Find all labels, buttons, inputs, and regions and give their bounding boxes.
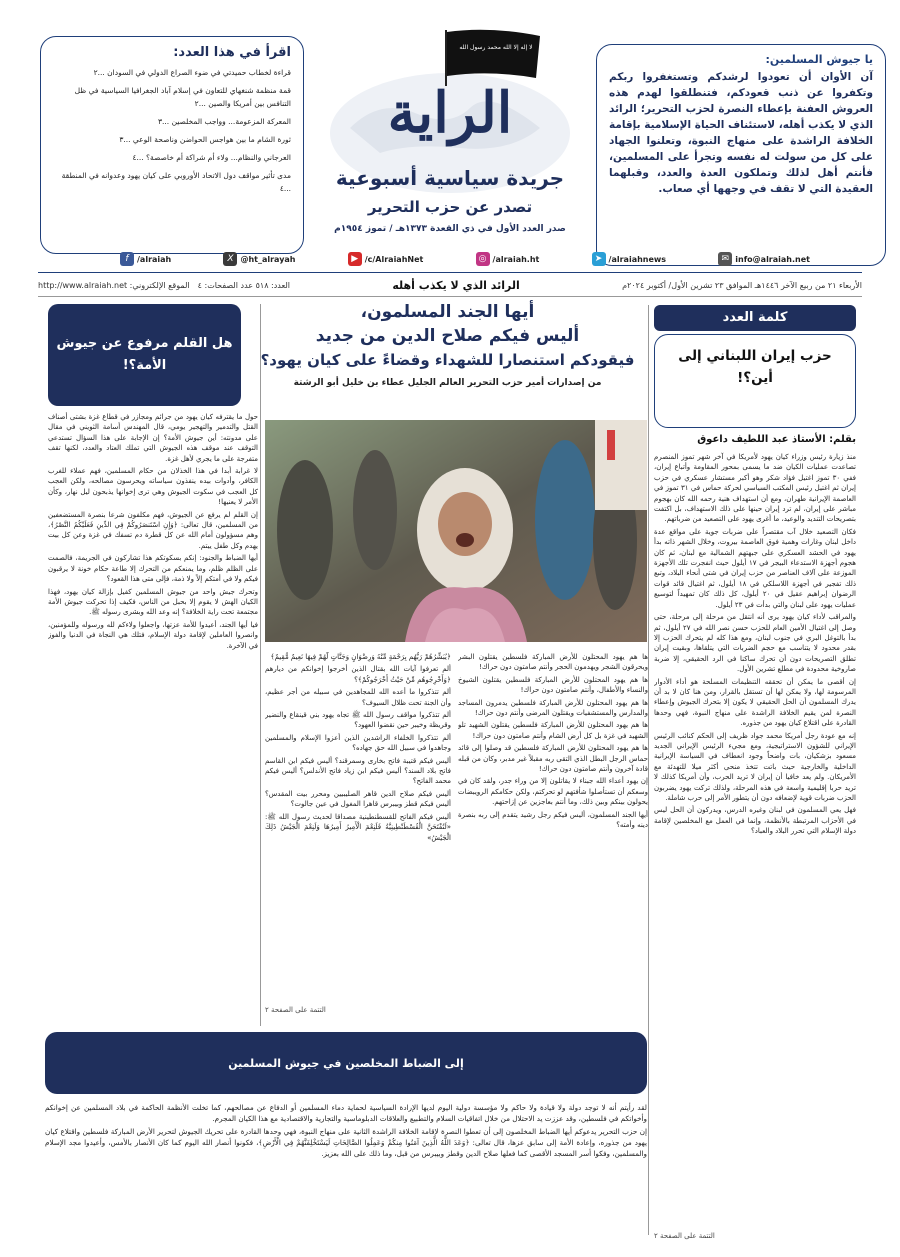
side-article-title-box bbox=[48, 304, 241, 406]
lead-headline-1: أيها الجند المسلمون، bbox=[360, 302, 535, 322]
paragraph: منذ زيارة رئيس وزراء كيان يهود لأمريكا في آخر شهر تموز المنصرم تصاعدت عمليات الكيان ضد ما يسمى بمحور المقاومة وأتباع إيران، ففي ٣٠ تموز اغتيل فؤاد شكر وهو أكبر مستشار عسكري في حزب إيران ثم اغتيل رئيس المكتب السياسي لحركة حماس في ٣١ تموز في العاصمة الإيرانية طهران، ومع أن استهداف هنية رحمه الله كان بهجوم مباشر على إيران، لم ترد إيران حينها على ذلك الاستهداف، بل اكتفت بتصريحات التنديد والوعيد، ما أغرى يهود على التصعيد من ضرباتهم. bbox=[654, 453, 856, 524]
email-icon: ✉ bbox=[718, 252, 732, 266]
paragraph: أليس فيكم قتيبة فاتح بخارى وسمرقند؟ أليس فيكم ابن القاسم فاتح بلاد السند؟ أليس فيكم ابن زياد فاتح الأندلس؟ أليس فيكم محمد الفاتح؟ bbox=[265, 756, 451, 786]
paragraph: أليس فيكم الفاتح للقسطنطينية مصداقا لحديث رسول الله ﷺ: «لَتُفْتَحَنَّ الْقُسْطَنْطِينِيَّةُ فَلَنِعْمَ الْأَمِيرُ أَمِيرُهَا وَلَنِعْمَ الْجَيْشُ ذَلِكَ الْجَيْشُ» bbox=[265, 812, 451, 842]
paragraph: إن القلم لم يرفع عن الجيوش، فهم مكلفون شرعا بنصرة المستضعفين من المسلمين، قال تعالى: ﴿وَإِنِ اسْتَنصَرُوكُمْ فِي الدِّينِ فَعَلَيْكُمُ النَّصْرُ﴾، وهم مسؤولون أمام الله عن كل قطرة دم تسفك في غزة وعن كل بيت يهدم وكل طفل ييتم. bbox=[48, 510, 258, 550]
telegram-icon: ➤ bbox=[592, 252, 606, 266]
lead-column-a bbox=[458, 652, 648, 1022]
paragraph: ألم تتذكروا مواقف رسول الله ﷺ تجاه يهود بني قينقاع والنضير وقريظة وخيبر حين نقضوا العهود؟ bbox=[265, 711, 451, 730]
masthead-logo bbox=[320, 18, 580, 254]
editorial-author: بقلم: الأستاذ عبد اللطيف داعوق bbox=[697, 434, 856, 445]
lead-byline: من إصدارات أمير حزب التحرير العالم الجليل عطاء بن خليل أبو الرشتة bbox=[293, 378, 602, 388]
paragraph: ها هم يهود المحتلون للأرض المباركة فلسطين يدمرون المساجد والمدارس والمستشفيات ويقتلون المرضى وأنتم دون حراك! bbox=[458, 698, 648, 718]
editorial-footnote: التتمة على الصفحة ٢ bbox=[654, 1232, 715, 1240]
toc-list bbox=[53, 66, 291, 195]
paragraph: أليس فيكم صلاح الدين قاهر الصليبيين ومحرر بيت المقدس؟ أليس فيكم قطز وبيبرس قاهرا المغول في عين جالوت؟ bbox=[265, 789, 451, 809]
issue-number: العدد: ٥١٨ عدد الصفحات: ٤ bbox=[197, 280, 291, 290]
call-box-body: آن الأوان أن تعودوا لرشدكم وتستغفروا ربكم وتكفروا عن ذنب قعودكم، فتنطلقوا لهدم هذه العروش العفنة بإعطاء النصرة لحزب التحرير؛ الرائد الذي لا يكذب أهله، لاستئناف الحياة الإسلامية بإقامة الخلافة الراشدة على منهاج النبوة، وتعلنوا الجهاد على كل من سولت له نفسه وتجرأ على المسلمين، فأنتم أهل لذلك وتملكون العدة والعدد، وقبلهما العقيدة التي لا تقف في وجهها أي صعاب. bbox=[609, 71, 873, 195]
lead-headline-block bbox=[250, 300, 645, 388]
editorial-section-label: كلمة العدد bbox=[654, 305, 856, 331]
telegram-link[interactable]: ➤ /alraiahnews bbox=[592, 250, 667, 268]
paragraph: ألم تعرفوا آيات الله بقتال الذين أخرجوا إخوانكم من ديارهم ﴿وَأَخْرِجُوهُم مِّنْ حَيْثُ أَخْرَجُوكُمْ﴾؟ bbox=[265, 665, 451, 684]
side-article-title: هل القلم مرفوع عن جيوش الأمة؟! bbox=[56, 336, 233, 373]
twitter-link[interactable]: X @ht_alrayah bbox=[223, 250, 295, 268]
paragraph: والمراقب لأداء كيان يهود يرى أنه انتقل من مرحلة إلى مرحلة، حتى وصل إلى اغتيال الأمين العام للحزب حسن نصر الله في ٢٧ أيلول، ثم بدأ بالتوغل البري في جنوب لبنان، ومع هذا كله لم يتحرك الحزب إلا بقدر محدود لا يتناسب مع حجم الضربات التي يتلقاها، وبقيت إيران تطلق التصريحات دون أن تحرك ساكنا في الرد الحقيقي، إلا ضربة صاروخية محدودة في مطلع تشرين الأول. bbox=[654, 613, 856, 674]
toc-item[interactable]: مدى تأثير مواقف دول الاتحاد الأوروبي على كيان يهود وعدوانه في المنطقة ...٤ bbox=[61, 171, 291, 193]
website-link[interactable]: الموقع الإلكتروني: http://www.alraiah.net bbox=[38, 280, 190, 290]
paragraph: وتحرك جيش واحد من جيوش المسلمين كفيل بإزالة كيان يهود، فهذا الكيان الهش لا يقوم إلا بحبل من الناس، فكيف إذا تحركت جيوش الأمة مجتمعة تحت راية الخلافة؟ إنه وعد الله وبشرى رسوله ﷺ. bbox=[48, 587, 258, 617]
issue-date: الأربعاء ٢١ من ربيع الآخر ١٤٤٦هـ الموافق ٢٣ تشرين الأول/ أكتوبر ٢٠٢٤م bbox=[622, 280, 862, 290]
editorial-headline: حزب إيران اللبناني إلى أين؟! bbox=[678, 348, 832, 386]
editorial-headline-box bbox=[654, 334, 856, 428]
slogan: الرائد الذي لا يكذب أهله bbox=[392, 278, 520, 292]
facebook-icon: f bbox=[120, 252, 134, 266]
paragraph: فهل يعي المسلمون في لبنان وغيره الدرس، ويدركون أن الحل ليس في الأحزاب المرتبطة بالأنظمة، وإنما في العمل مع المخلصين لإقامة دولة الإسلام التي تحرر البلاد والعباد؟ bbox=[654, 806, 856, 836]
newspaper-name: الراية bbox=[387, 80, 513, 146]
paragraph: حول ما يقترفه كيان يهود من جرائم ومجازر في قطاع غزة بشتى أصناف القتل والتدمير والتهجير يومي، قال المهندس أسامة الثويني في مقال على مدونته: أين جيوش الأمة؟ إن الإجابة على هذا السؤال تستدعي التوقف عند موقف هذه الجيوش التي تملك العتاد والعدد، لكنها تقف متفرجة على ما يجري لأهل غزة. bbox=[48, 413, 258, 463]
issuer-line: تصدر عن حزب التحرير bbox=[367, 198, 533, 216]
toc-item[interactable]: قمة منظمة شنغهاي للتعاون في إسلام آباد الجغرافيا السياسية في ظل التنافس بين أمريكا والصين ...٢ bbox=[74, 86, 291, 108]
paragraph: فيا أيها الجند، أعيدوا للأمة عزتها، واجعلوا ولاءكم لله ورسوله وللمؤمنين، وانصروا العاملين لإقامة دولة الإسلام، فتلك هي النجاة في الدنيا والفوز في الآخرة. bbox=[48, 620, 258, 650]
dateline-rule bbox=[38, 296, 862, 297]
paragraph: ها هم يهود المحتلون للأرض المباركة فلسطين يقتلون الشيوخ والنساء والأطفال، وأنتم صامتون دون حراك! bbox=[458, 675, 648, 695]
toc-item[interactable]: العرجاني والنظام... ولاء أم شراكة أم خاصصة؟ ...٤ bbox=[132, 153, 291, 162]
in-this-issue-box bbox=[40, 36, 304, 254]
column-divider bbox=[648, 305, 649, 1235]
twitter-icon: X bbox=[223, 252, 237, 266]
call-to-armies-box bbox=[596, 44, 886, 266]
paragraph: ألم تتذكروا ما أعده الله للمجاهدين في سبيله من أجر عظيم، وأن الجنة تحت ظلال السيوف؟ bbox=[265, 688, 451, 707]
header-rule bbox=[38, 272, 862, 273]
editorial-body bbox=[654, 452, 856, 1226]
lead-column-b bbox=[265, 652, 451, 1002]
facebook-link[interactable]: f /alraiah bbox=[120, 250, 171, 268]
paragraph: إن أقصى ما يمكن أن تحققه التنظيمات المسلحة هو أداء الأدوار المرسومة لها، ولا يمكن لها أن تستقل بالقرار، ومن هنا كان لا بد أن يدرك المسلمون أن الحل الحقيقي لا يكون إلا بتحرك الجيوش وإعطاء النصرة لمن يقيم الخلافة الراشدة على منهاج النبوة، فهي وحدها القادرة على اقتلاع كيان يهود من جذوره. bbox=[654, 677, 856, 728]
paragraph: إن حزب التحرير يدعوكم أيها الضباط المخلصون إلى أن تعطوا النصرة لإقامة الخلافة الراشدة الثانية على منهاج النبوة، فهي وحدها القادرة على تحريك الجيوش لتحرير الأرض المباركة فلسطين واقتلاع كيان يهود من جذوره، وإعادة الأمة إلى سابق عزها، قال تعالى: ﴿وَعَدَ اللَّهُ الَّذِينَ آمَنُوا مِنكُمْ وَعَمِلُوا الصَّالِحَاتِ لَيَسْتَخْلِفَنَّهُمْ فِي الْأَرْضِ﴾، فكونوا أنصار الله اليوم كما كان الأنصار بالأمس، وأعيدوا مجد الإسلام والمسلمين، وفكوا أسر المسجد الأقصى كما فعلها صلاح الدين وقطز وبيبرس من قبل، وما ذلك على الله بعزيز. bbox=[45, 1127, 647, 1158]
flag-text: لا إله إلا الله محمد رسول الله bbox=[459, 44, 533, 51]
bottom-banner bbox=[45, 1032, 647, 1094]
flag-icon bbox=[440, 26, 550, 86]
paragraph: فكان التصعيد خلال آب مقتصراً على ضربات جوية على مواقع عدة داخل لبنان وغارات وهمية فوق العاصمة بيروت، وخلال الشهر ذاته بدأ يهود في الحشد العسكري على جبهتهم الشمالية مع لبنان، ثم كان هجوم أجهزة الاستدعاء البيجر في ١٧ أيلول حيث انفجرت تلك الأجهزة الموزعة على آلاف العناصر من حزب إيران في شتى أنحاء البلاد، وتبع ذلك تفجير في أجهزة اللاسلكي في ١٨ أيلول، ثم اغتيال قائد قوات الرضوان إبراهيم عقيل في ٢٠ أيلول، كل ذلك كان تمهيداً لتوسيع عمليات يهود على لبنان والتي بدأت في ٢٣ أيلول. bbox=[654, 527, 856, 609]
bottom-banner-title: إلى الضباط المخلصين في جيوش المسلمين bbox=[228, 1056, 464, 1070]
email-link[interactable]: ✉ info@alraiah.net bbox=[718, 250, 810, 268]
lead-footnote: التتمة على الصفحة ٢ bbox=[265, 1006, 326, 1014]
lead-headline-3: فيقودكم استنصارا للشهداء وقضاءً على كيان يهود؟ bbox=[260, 351, 635, 369]
paragraph: ألم تتذكروا الخلفاء الراشدين الذين أعزوا الإسلام والمسلمين وجاهدوا في سبيل الله حق جهاده؟ bbox=[265, 733, 451, 753]
lead-photo bbox=[265, 420, 647, 642]
youtube-icon: ▶ bbox=[348, 252, 362, 266]
paragraph: إن يهود أعداء الله جبناء لا يقاتلون إلا من وراء جدر، ولقد كان في وسعكم أن تستأصلوا شأفتهم لو تحركتم، ولكن حكامكم الرويبضات يحولون بينكم وبين ذلك، وما أنتم بعاجزين عن إزاحتهم. bbox=[458, 777, 648, 807]
youtube-link[interactable]: ▶ /c/AlraiahNet bbox=[348, 250, 424, 268]
paragraph: ها هم يهود المحتلون للأرض المباركة فلسطين يقتلون الشهيد تلو الشهيد في غزة بل كل أرض الشام وأنتم صامتون دون حراك! bbox=[458, 721, 648, 740]
social-bar bbox=[120, 250, 810, 268]
call-box-title: يا جيوش المسلمين: bbox=[765, 53, 873, 66]
paragraph: أيها الضباط والجنود: إنكم بسكوتكم هذا تشاركون في الجريمة، فالصمت على الظلم ظلم، وما يمنعكم من التحرك إلا طاعة حكام خونة لا يرقبون فيكم ولا في أمتكم إلاً ولا ذمة، فإلى متى هذا القعود؟ bbox=[48, 554, 258, 584]
paragraph: أيها الجند المسلمون، أليس فيكم رجل رشيد يتقدم إلى ربه بنصرة دينه وأمته؟ bbox=[458, 810, 648, 830]
instagram-link[interactable]: ◎ /alraiah.ht bbox=[476, 250, 540, 268]
first-issue-line: صدر العدد الأول في ذي القعدة ١٣٧٣هـ / تموز ١٩٥٤م bbox=[334, 224, 566, 234]
in-this-issue-title: اقرأ في هذا العدد: bbox=[173, 45, 291, 60]
paragraph: لقد رأيتم أنه لا توجد دولة ولا قيادة ولا حاكم ولا مؤسسة دولية اليوم لديها الإرادة السياسية لحماية دماء المسلمين أو الدفاع عن مصالحهم، كما تخلت الأنظمة الحاكمة في بلاد المسلمين عن إخوانكم وأخواتكم في فلسطين، وقد عززت يد الاحتلال من خلال اتفاقيات السلام والتطبيع والعلاقات الدبلوماسية والتجارية والاقتصادية مع هذا الكيان المجرم. bbox=[45, 1103, 647, 1123]
newspaper-subtitle: جريدة سياسية أسبوعية bbox=[335, 166, 565, 190]
paragraph: إنه مع عودة رجل أمريكا محمد جواد ظريف إلى الحكم كنائب الرئيس الإيراني للشؤون الاستراتيجية، ومع مجيء الرئيس الإيراني الجديد مسعود بزشكيان، بات واضحاً وجود انعطاف في السياسة الإيرانية الداخلية والخارجية حيث باتت تتخذ منحى أكثر ميلا للتهدئة مع الأمريكان. ولم يعد خافيا أن إيران لا تريد الحرب، وأن أمريكا كذلك لا تريد حربا إقليمية واسعة في هذه المرحلة، ولذلك تركت يهود يضربون الحزب ضربات قوية لإضعافه دون أن يتطور الأمر إلى حرب شاملة. bbox=[654, 731, 856, 802]
photo-illustration bbox=[265, 420, 647, 642]
side-article-body bbox=[48, 412, 258, 1034]
toc-item[interactable]: ثورة الشام ما بين هواجس الحواضن وناصحة الوعي ...٣ bbox=[119, 135, 291, 144]
paragraph: ها هم يهود المحتلون للأرض المباركة فلسطين قد وصلوا إلى قائد حماس الرجل البطل الذي التقى ربه مقبلاً غير مدبر، وكان من قبله قادة آخرون وأنتم صامتون دون حراك! bbox=[458, 744, 648, 774]
instagram-icon: ◎ bbox=[476, 252, 490, 266]
bottom-article-body bbox=[45, 1102, 647, 1242]
lead-headline-2: أليس فيكم صلاح الدين من جديد bbox=[315, 326, 580, 346]
dateline-bar bbox=[38, 276, 862, 294]
toc-item[interactable]: قراءة لخطاب حميدتي في ضوء الصراع الدولي في السودان ...٢ bbox=[93, 68, 291, 77]
paragraph: ها هم يهود المحتلون للأرض المباركة فلسطين يقتلون البشر ويحرقون الشجر ويهدمون الحجر وأنتم صامتون دون حراك! bbox=[458, 653, 648, 672]
side-divider bbox=[260, 304, 261, 1026]
paragraph: ﴿يُبَشِّرُهُمْ رَبُّهُم بِرَحْمَةٍ مِّنْهُ وَرِضْوَانٍ وَجَنَّاتٍ لَّهُمْ فِيهَا نَعِيمٌ مُّقِيمٌ﴾ bbox=[270, 653, 451, 661]
toc-item[interactable]: المعركة المزعومة... وواجب المخلصين ...٣ bbox=[158, 117, 291, 126]
paragraph: لا غرابة أبدا في هذا الخذلان من حكام المسلمين، فهم عملاء للغرب الكافر، وأدوات بيده ينفذون سياساته ويحرسون مصالحه، ولكن العجب كل العجب في سكوت الجيوش وهي ترى إخوانها يذبحون ليل نهار، وكأن الأمر لا يعنيها! bbox=[48, 467, 258, 507]
